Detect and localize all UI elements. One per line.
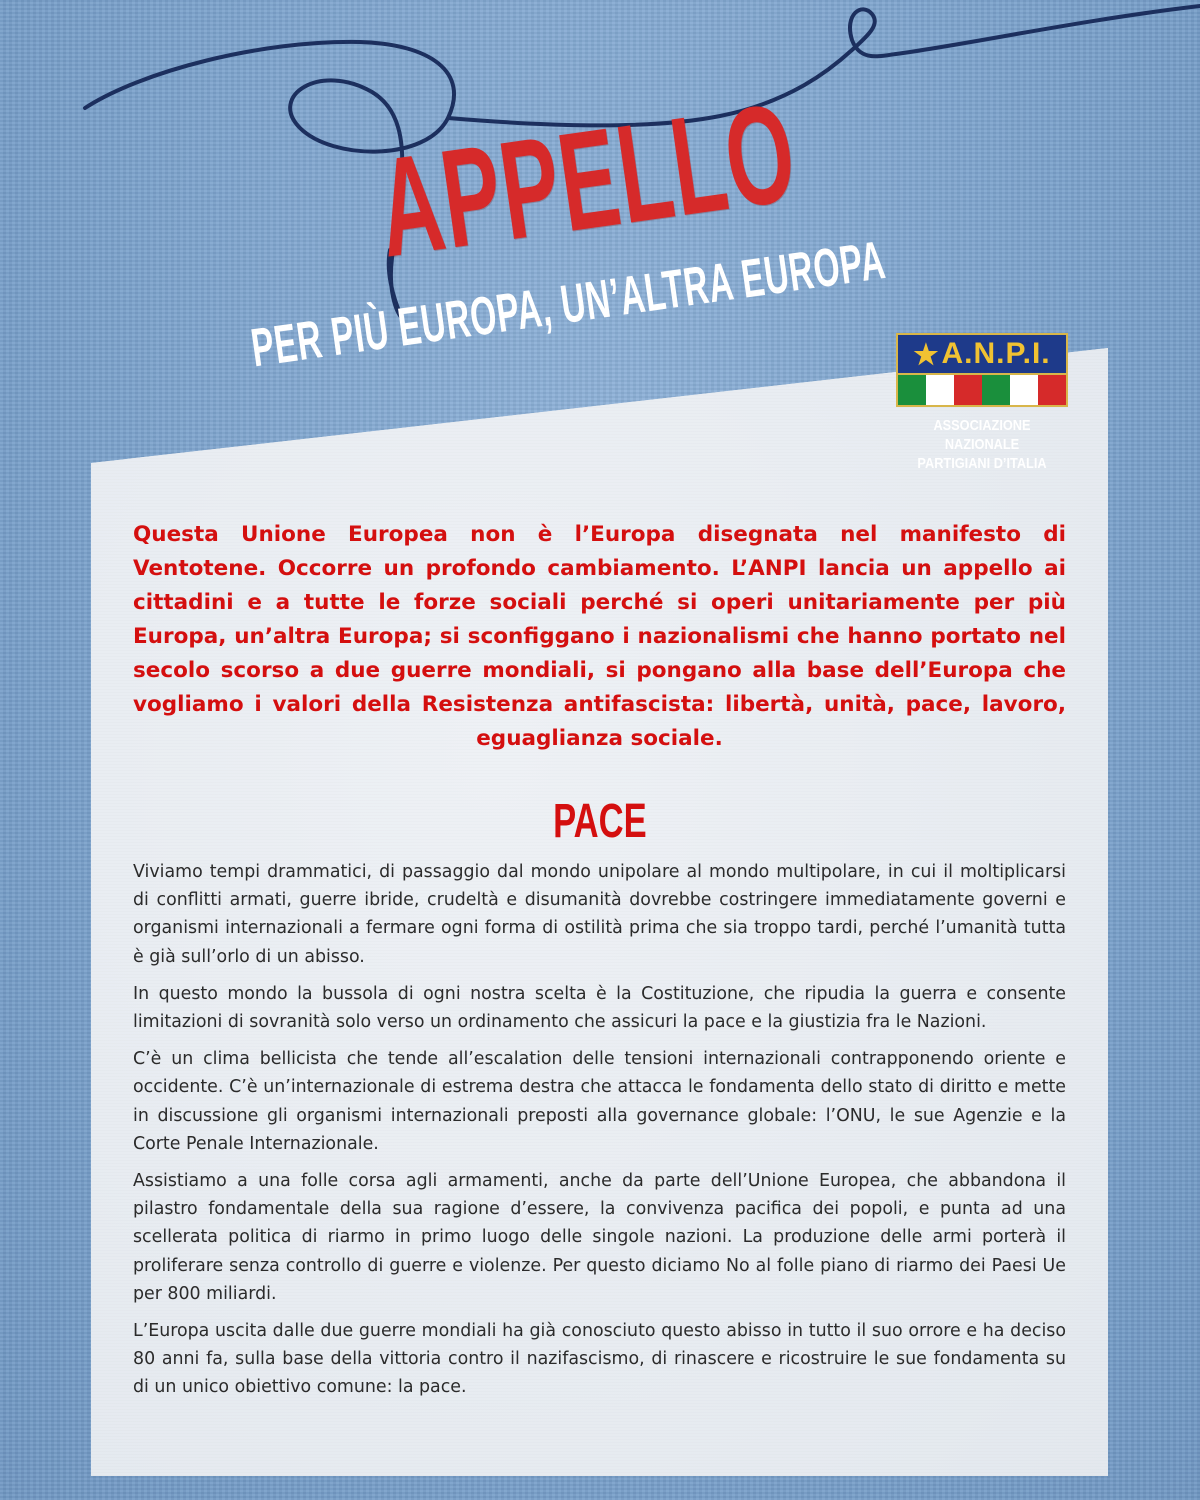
page-subtitle: PER PIÙ EUROPA, UN’ALTRA EUROPA	[247, 230, 889, 379]
star-icon: ★	[913, 338, 940, 370]
logo-name	[909, 416, 1055, 473]
section-title	[0, 794, 1200, 850]
body-paragraph: Viviamo tempi drammatici, di passaggio dal mondo unipolare al mondo multipolare, in cui il moltiplicarsi di conflitti armati, guerre ibride, crudeltà e disumanità dovrebbe costringere immediatamente governi e organismi internazionali a fermare ogni forma di ostilità prima che sia troppo tardi, perché l’umanità tutta è già sull’orlo di un abisso.	[133, 862, 1066, 967]
page-title: APPELLO	[368, 72, 806, 287]
section-title-text: PACE	[553, 795, 647, 848]
logo-acronym: A.N.P.I.	[941, 337, 1051, 370]
logo-header	[896, 333, 1068, 375]
body-paragraph: Assistiamo a una folle corsa agli armamenti, anche da parte dell’Unione Europea, che abbandona il pilastro fondamentale della sua ragione d’essere, la convivenza pacifica dei popoli, e punta ad una scellerata politica di riarmo in primo luogo delle singole nazioni. La produzione delle armi porterà il proliferare senza controllo di guerre e violenze. Per questo diciamo No al folle piano di riarmo dei Paesi Ue per 800 miliardi.	[133, 1171, 1066, 1304]
logo-name-line-1: ASSOCIAZIONE NAZIONALE	[933, 417, 1031, 453]
italian-flag-icon	[896, 375, 1068, 407]
logo-name-line-2: PARTIGIANI D’ITALIA	[917, 455, 1047, 472]
body-paragraph: L’Europa uscita dalle due guerre mondiali ha già conosciuto questo abisso in tutto il suo orrore e ha deciso 80 anni fa, sulla base della vittoria contro il nazifascismo, di rinascere e ricostruire le sue fondamenta su di un unico obiettivo comune: la pace.	[133, 1321, 1066, 1398]
body-paragraph: C’è un clima bellicista che tende all’escalation delle tensioni internazionali contrapponendo oriente e occidente. C’è un’internazionale di estrema destra che attacca le fondamenta dello stato di diritto e mette in discussione gli organismi internazionali preposti alla governance globale: l’ONU, le sue Agenzie e la Corte Penale Internazionale.	[133, 1049, 1066, 1154]
section-body	[133, 858, 1066, 1411]
body-paragraph: In questo mondo la bussola di ogni nostra scelta è la Costituzione, che ripudia la guerra e consente limitazioni di sovranità solo verso un ordinamento che assicuri la pace e la giustizia fra le Nazioni.	[133, 983, 1066, 1033]
anpi-logo	[896, 333, 1068, 473]
intro-paragraph: Questa Unione Europea non è l’Europa disegnata nel manifesto di Ventotene. Occorre un profondo cambiamento. L’ANPI lancia un appello ai cittadini e a tutte le forze sociali perché si operi unitariamente per più Europa, un’altra Europa; si sconfiggano i nazionalismi che hanno portato nel secolo scorso a due guerre mondiali, si pongano alla base dell’Europa che vogliamo i valori della Resistenza antifascista: libertà, unità, pace, lavoro, eguaglianza sociale.	[133, 522, 1066, 751]
